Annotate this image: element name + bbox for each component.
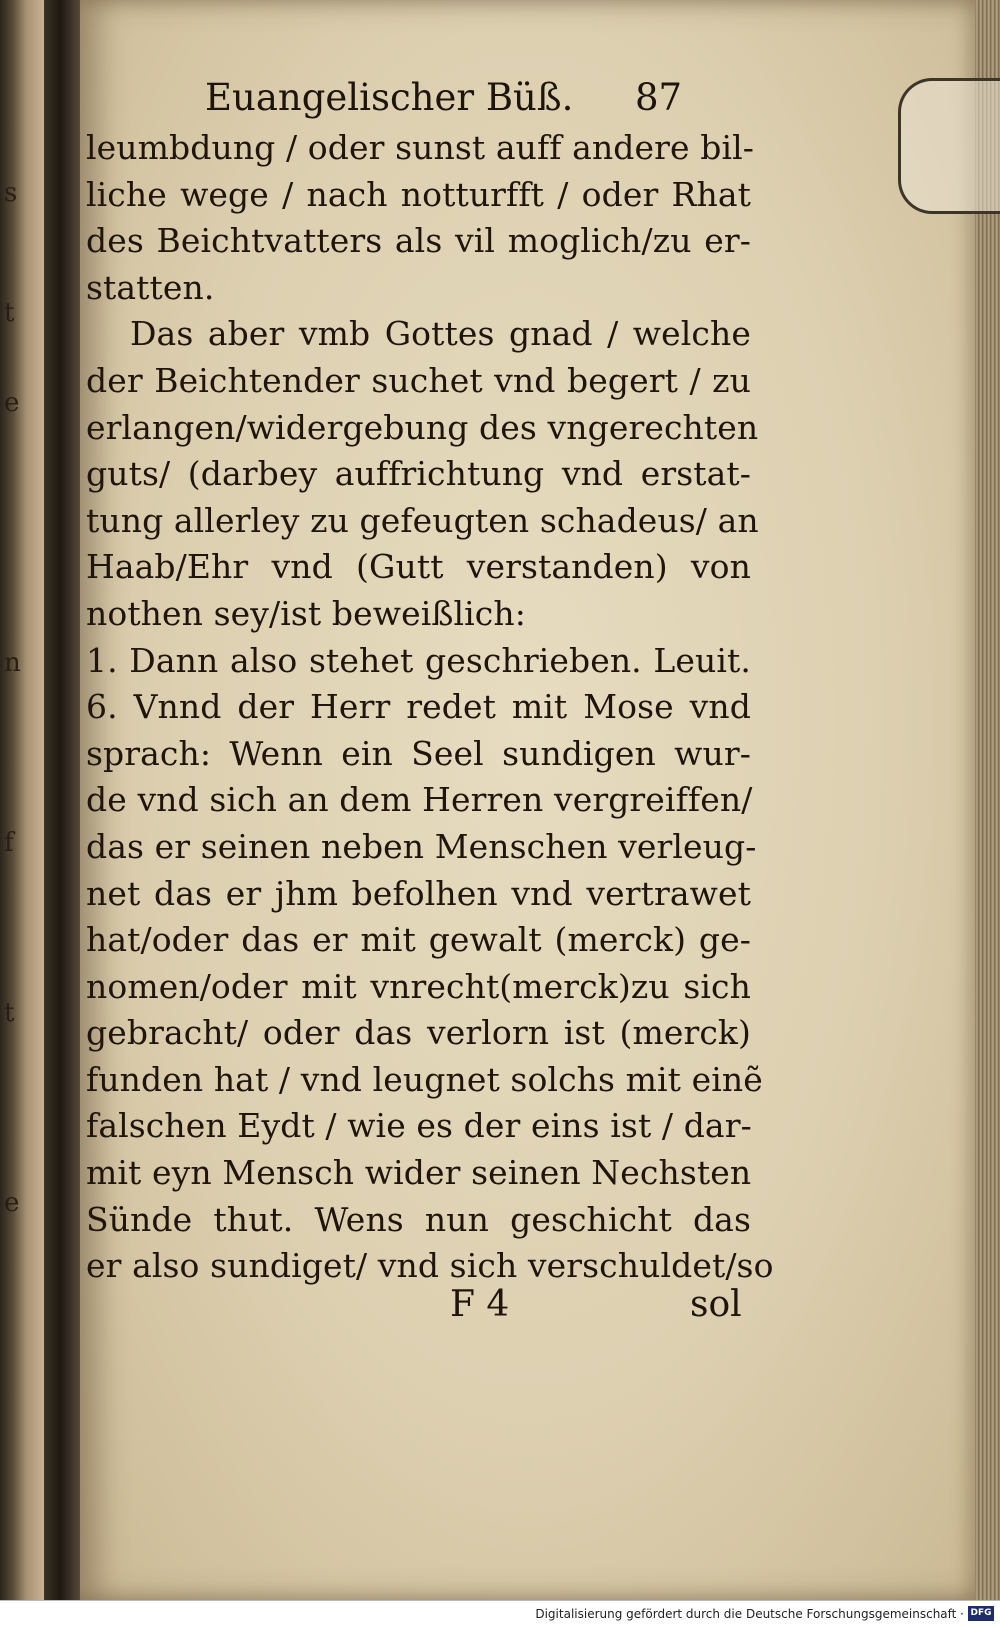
margin-mark: f [4, 828, 14, 858]
text-line: statten. [86, 267, 215, 307]
text-line: sprach: Wenn ein Seel sundigen wur- [86, 733, 751, 773]
text-line: des Beichtvatters als vil moglich/zu er- [86, 221, 751, 261]
page-edges [975, 0, 1000, 1600]
text-line: de vnd sich an dem Herren vergreiffen/ [86, 780, 753, 820]
margin-mark: e [4, 388, 20, 418]
book-gutter [44, 0, 80, 1600]
footer-bar [0, 1600, 1000, 1627]
text-line: der Beichtender suchet vnd begert / zu [86, 360, 751, 400]
text-line: liche wege / nach notturfft / oder Rhat [86, 174, 751, 214]
catchword: sol [690, 1284, 742, 1325]
running-title: Euangelischer Büß. [205, 76, 574, 119]
adjacent-page-edge [0, 0, 44, 1600]
text-line: guts/ (darbey auffrichtung vnd erstat- [86, 454, 751, 494]
text-line: erlangen/widergebung des vngerechten [86, 407, 759, 447]
page-foot [450, 1284, 750, 1334]
margin-mark: t [4, 298, 15, 328]
text-line: nothen sey/ist beweißlich: [86, 593, 526, 633]
text-line: funden hat / vnd leugnet solchs mit einẽ [86, 1059, 763, 1099]
margin-mark: s [4, 178, 18, 208]
text-line: Haab/Ehr vnd (Gutt verstanden) von [86, 547, 751, 587]
body-text [86, 125, 774, 1290]
text-line: nomen/oder mit vnrecht(merck)zu sich [86, 966, 751, 1006]
running-head [205, 70, 725, 122]
text-line: net das er jhm befolhen vnd vertrawet [86, 873, 751, 913]
margin-mark: t [4, 998, 15, 1028]
signature-mark: F 4 [450, 1284, 510, 1325]
text-line: das er seinen neben Menschen verleug- [86, 826, 757, 866]
margin-mark: n [4, 648, 21, 678]
page-number: 87 [635, 76, 683, 119]
clip-tab [898, 78, 1000, 214]
text-line: mit eyn Mensch wider seinen Nechsten [86, 1153, 752, 1193]
text-line: 6. Vnnd der Herr redet mit Mose vnd [86, 687, 751, 727]
text-line: tung allerley zu gefeugten schadeus/ an [86, 500, 759, 540]
text-line: falschen Eydt / wie es der eins ist / dar- [86, 1106, 752, 1146]
funding-credit: Digitalisierung gefördert durch die Deutsche Forschungsgemeinschaft · [535, 1607, 964, 1621]
text-line: Das aber vmb Gottes gnad / welche [130, 314, 751, 354]
text-line: Sünde thut. Wens nun geschicht das [86, 1199, 751, 1239]
margin-mark: e [4, 1188, 20, 1218]
text-line: gebracht/ oder das verlorn ist (merck) [86, 1013, 751, 1053]
dfg-logo: DFG [968, 1606, 994, 1621]
text-line: er also sundiget/ vnd sich verschuldet/so [86, 1246, 774, 1286]
text-line: 1. Dann also stehet geschrieben. Leuit. [86, 640, 751, 680]
text-line: hat/oder das er mit gewalt (merck) ge- [86, 920, 751, 960]
text-line: leumbdung / oder sunst auff andere bil- [86, 128, 755, 167]
